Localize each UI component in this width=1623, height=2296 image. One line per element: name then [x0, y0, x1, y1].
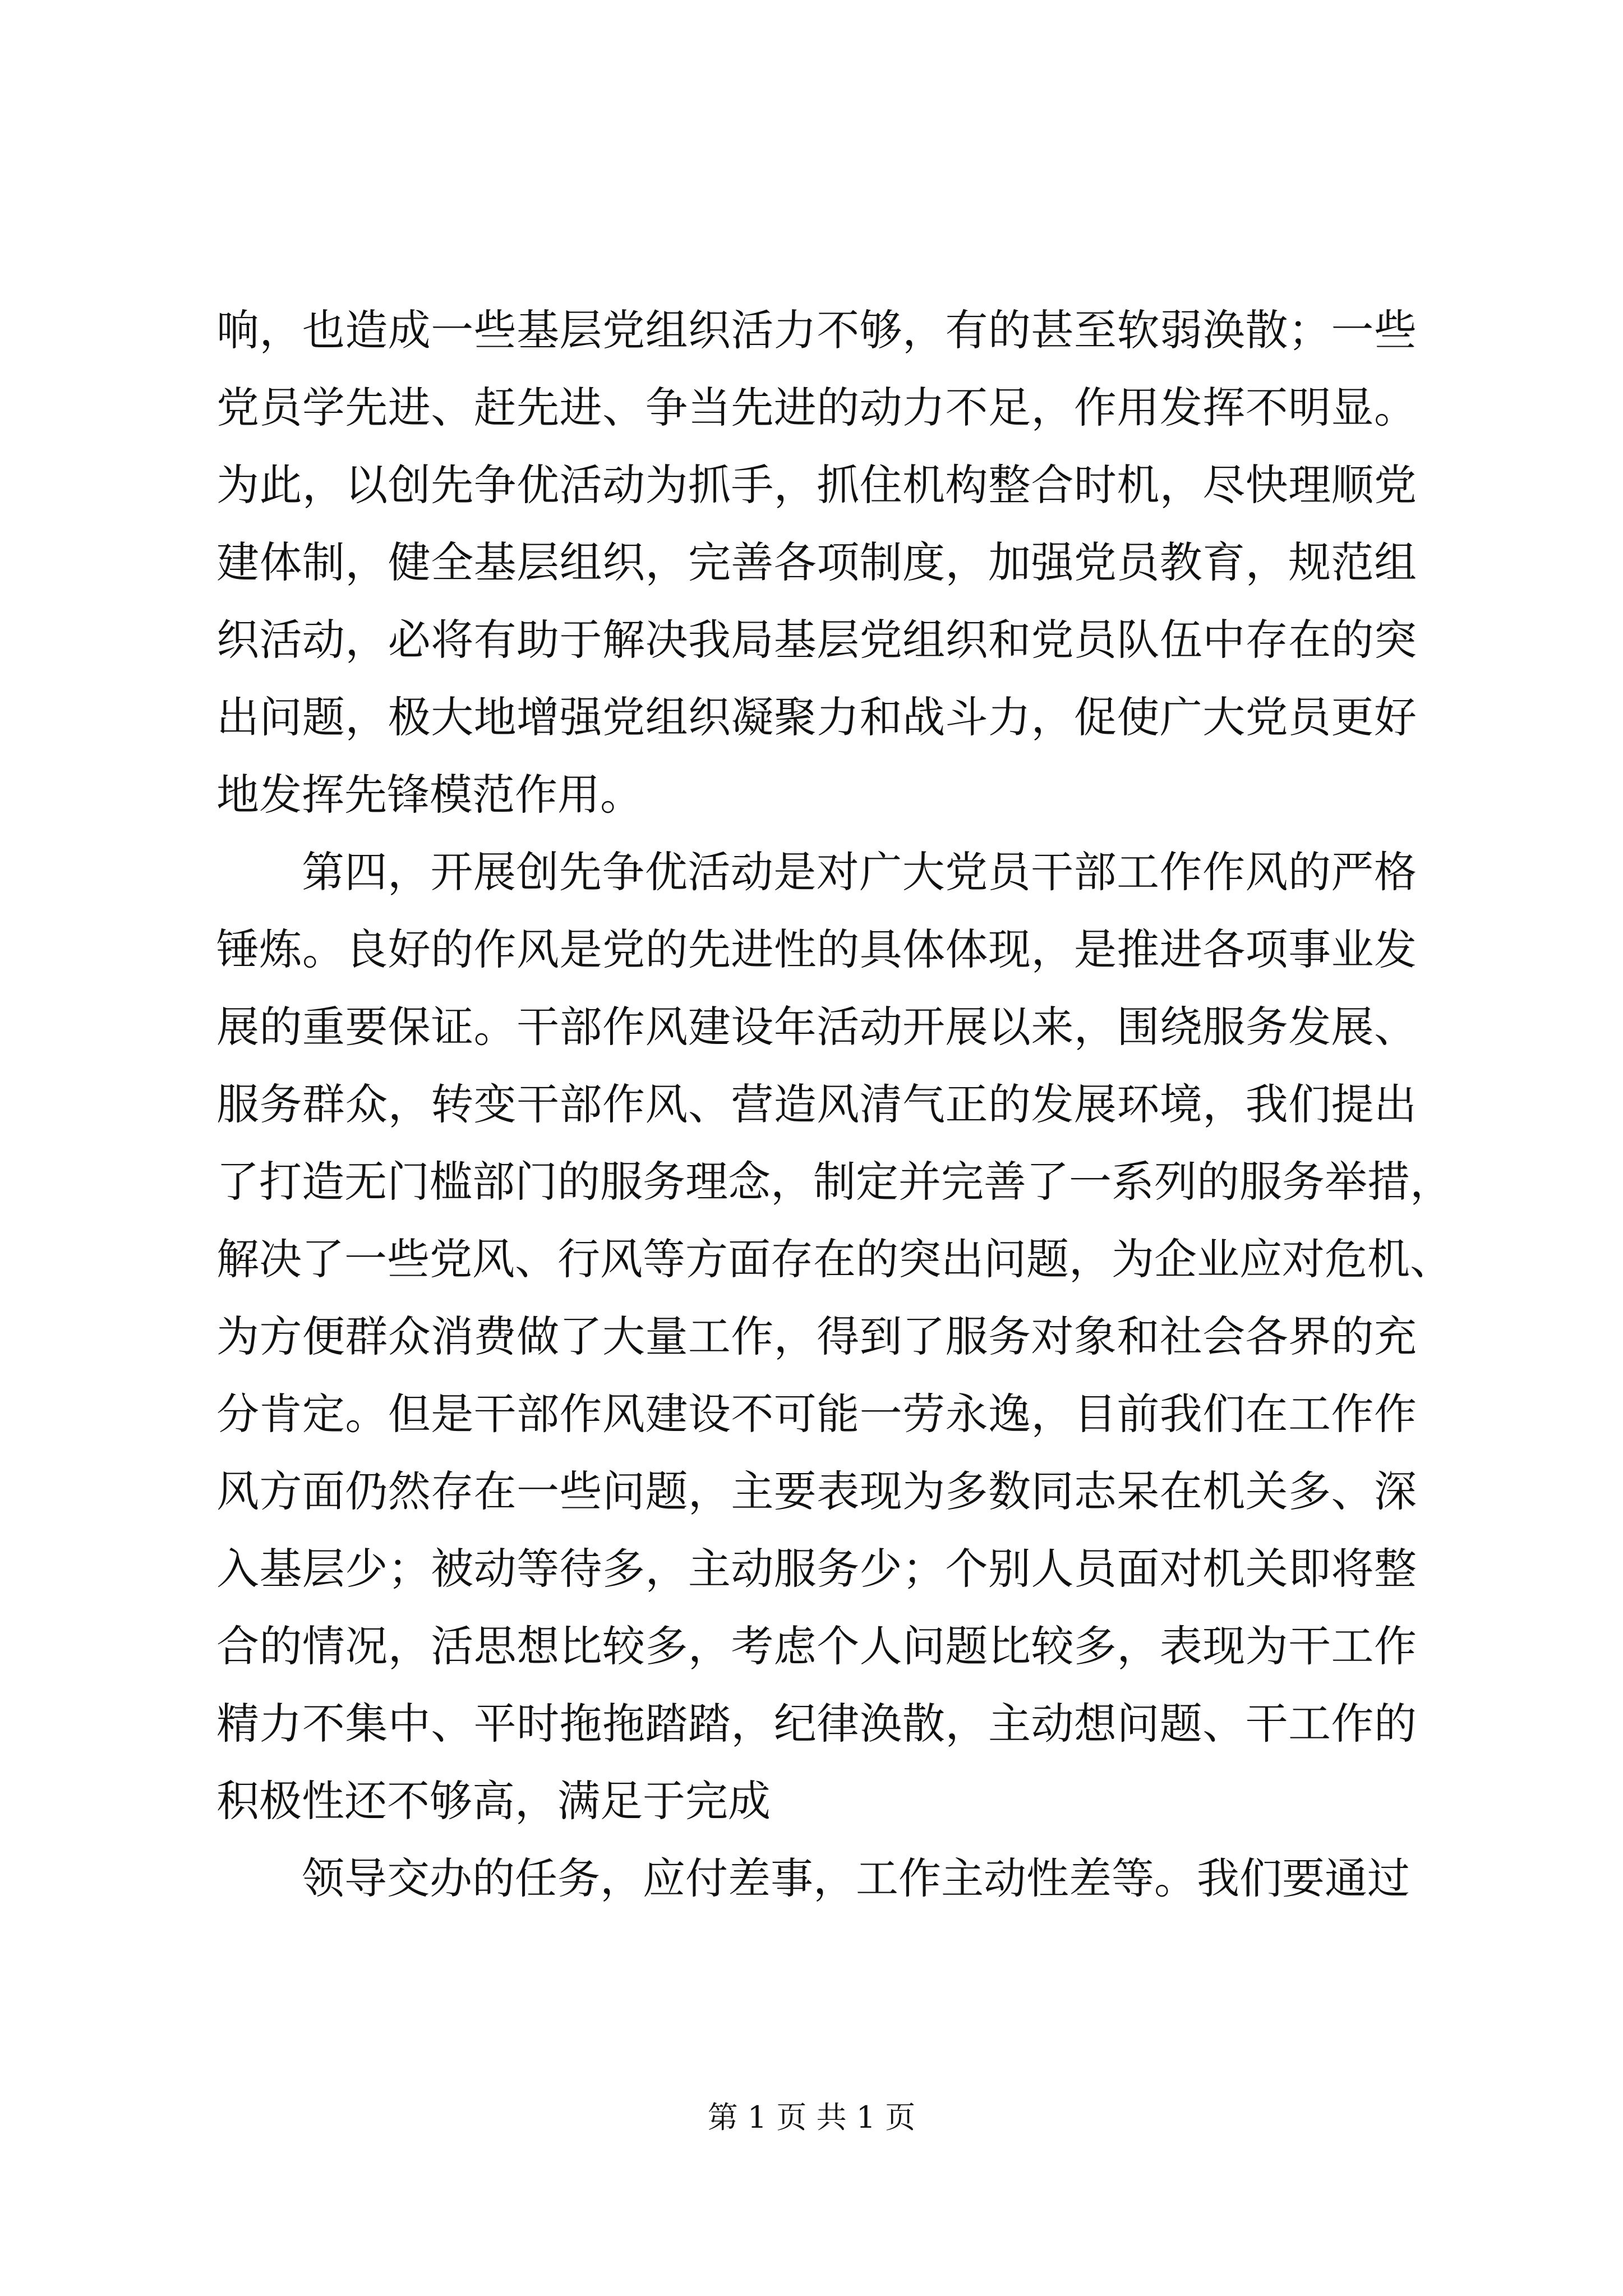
paragraph-2-line-3: 展的重要保证。干部作风建设年活动开展以来，围绕服务发展、: [216, 1002, 1417, 1052]
paragraph-2-line-2: 锤炼。良好的作风是党的先进性的具体体现，是推进各项事业发: [216, 924, 1417, 974]
paragraph-1-line-7: 地发挥先锋模范作用。: [216, 770, 643, 820]
paragraph-1-line-5: 织活动，必将有助于解决我局基层党组织和党员队伍中存在的突: [216, 615, 1417, 665]
paragraph-2-line-4: 服务群众，转变干部作风、营造风清气正的发展环境，我们提出: [216, 1079, 1417, 1129]
paragraph-2-line-7: 为方便群众消费做了大量工作，得到了服务对象和社会各界的充: [216, 1312, 1417, 1361]
paragraph-1-line-4: 建体制，健全基层组织，完善各项制度，加强党员教育，规范组: [216, 537, 1417, 587]
paragraph-1-line-6: 出问题，极大地增强党组织凝聚力和战斗力，促使广大党员更好: [216, 692, 1417, 742]
page-footer: [0, 2098, 1623, 2137]
paragraph-3-line-1: 领导交办的任务，应付差事，工作主动性差等。我们要通过: [302, 1853, 1410, 1903]
paragraph-2-line-13: 积极性还不够高，满足于完成: [216, 1776, 771, 1826]
paragraph-1-line-2: 党员学先进、赶先进、争当先进的动力不足，作用发挥不明显。: [216, 383, 1417, 432]
paragraph-2-line-8: 分肯定。但是干部作风建设不可能一劳永逸，目前我们在工作作: [216, 1389, 1417, 1439]
paragraph-1-line-1: 响，也造成一些基层党组织活力不够，有的甚至软弱涣散；一些: [216, 305, 1417, 355]
paragraph-2-line-10: 入基层少；被动等待多，主动服务少；个别人员面对机关即将整: [216, 1544, 1417, 1594]
paragraph-1-line-3: 为此，以创先争优活动为抓手，抓住机构整合时机，尽快理顺党: [216, 460, 1417, 510]
paragraph-2-line-5: 了打造无门槛部门的服务理念，制定并完善了一系列的服务举措，: [216, 1157, 1453, 1207]
paragraph-2-line-12: 精力不集中、平时拖拖踏踏，纪律涣散，主动想问题、干工作的: [216, 1699, 1417, 1749]
paragraph-2-line-6: 解决了一些党风、行风等方面存在的突出问题，为企业应对危机、: [216, 1234, 1453, 1284]
paragraph-2-line-1: 第四，开展创先争优活动是对广大党员干部工作作风的严格: [302, 847, 1417, 897]
page-number-label: 第 1 页 共 1 页: [707, 2100, 916, 2135]
document-body: [216, 292, 1453, 1917]
paragraph-2-line-11: 合的情况，活思想比较多，考虑个人问题比较多，表现为干工作: [216, 1621, 1417, 1671]
paragraph-2-line-9: 风方面仍然存在一些问题，主要表现为多数同志呆在机关多、深: [216, 1466, 1417, 1516]
